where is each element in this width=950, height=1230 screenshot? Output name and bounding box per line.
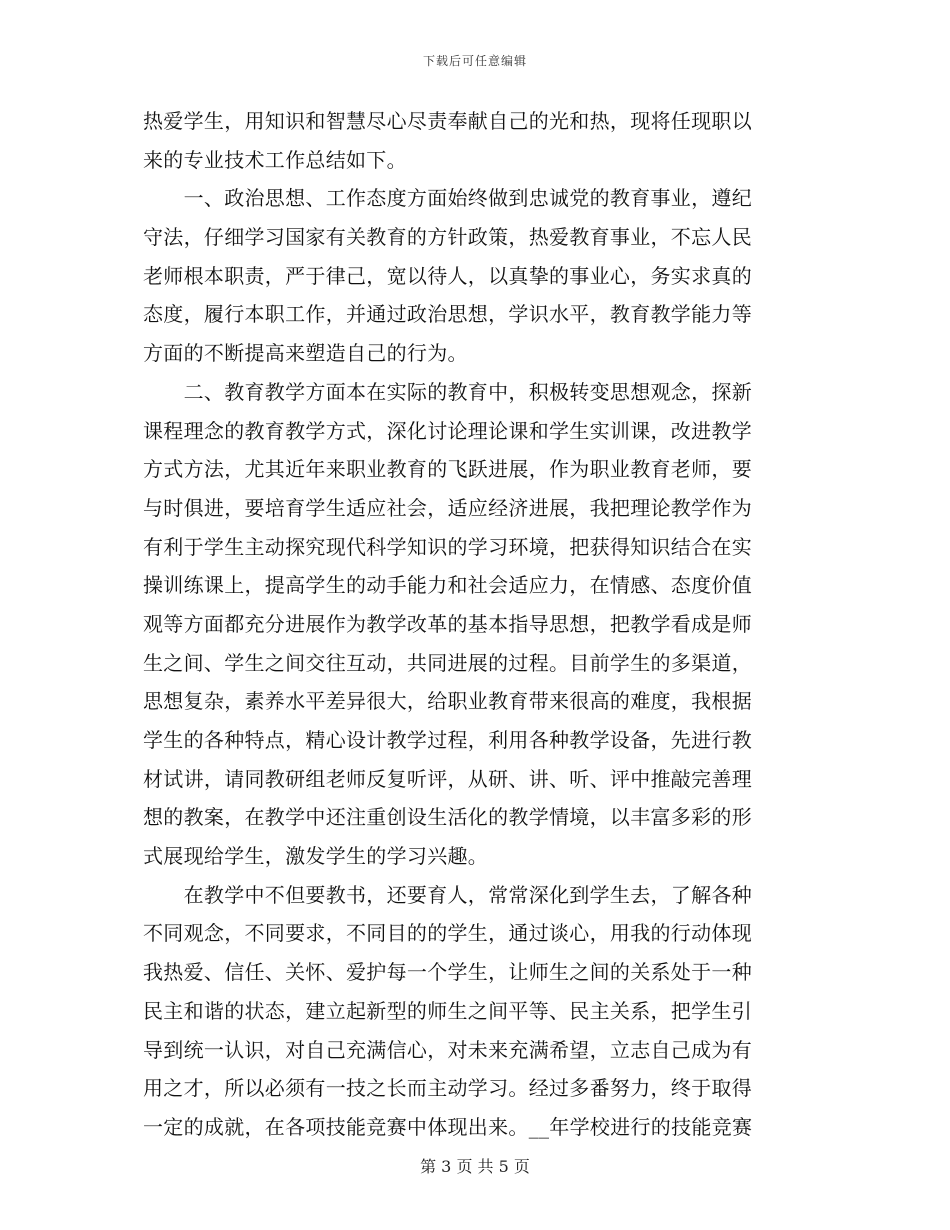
text-line: 方面的不断提高来塑造自己的行为。 xyxy=(143,341,468,366)
text-line: 思想复杂，素养水平差异很大，给职业教育带来很高的难度，我根据 xyxy=(143,689,752,714)
text-line: 课程理念的教育教学方式，深化讨论理论课和学生实训课，改进教学 xyxy=(143,418,752,443)
text-line: 不同观念，不同要求，不同目的的学生，通过谈心，用我的行动体现 xyxy=(143,921,752,946)
text-line: 观等方面都充分进展作为教学改革的基本指导思想，把教学看成是师 xyxy=(143,611,752,636)
text-line: 守法，仔细学习国家有关教育的方针政策，热爱教育事业，不忘人民 xyxy=(143,225,752,250)
text-line: 来的专业技术工作总结如下。 xyxy=(143,147,407,172)
text-line: 与时俱进，要培育学生适应社会，适应经济进展，我把理论教学作为 xyxy=(143,495,752,520)
text-line: 一、政治思想、工作态度方面始终做到忠诚党的教育事业，遵纪 xyxy=(143,186,752,211)
text-line: 一定的成就，在各项技能竞赛中体现出来。__年学校进行的技能竞赛 xyxy=(143,1114,753,1139)
text-line: 民主和谐的状态，建立起新型的师生之间平等、民主关系，把学生引 xyxy=(143,998,752,1023)
document-body xyxy=(143,102,798,1147)
page-header: 下载后可任意编辑 xyxy=(422,54,527,68)
text-line: 想的教案，在教学中还注重创设生活化的教学情境，以丰富多彩的形 xyxy=(143,805,752,830)
text-line: 学生的各种特点，精心设计教学过程，利用各种教学设备，先进行教 xyxy=(143,728,752,752)
text-line: 式展现给学生，激发学生的学习兴趣。 xyxy=(143,844,489,869)
text-line: 老师根本职责，严于律己，宽以待人，以真挚的事业心，务实求真的 xyxy=(143,263,752,288)
text-line: 有利于学生主动探究现代科学知识的学习环境，把获得知识结合在实 xyxy=(143,534,752,559)
text-line: 方式方法，尤其近年来职业教育的飞跃进展，作为职业教育老师，要 xyxy=(143,457,752,482)
page-footer: 第 3 页 共 5 页 xyxy=(420,1157,530,1176)
text-line: 二、教育教学方面本在实际的教育中，积极转变思想观念，探新 xyxy=(143,379,752,404)
text-line: 在教学中不但要教书，还要育人，常常深化到学生去，了解各种 xyxy=(143,882,752,907)
text-line: 材试讲，请同教研组老师反复听评，从研、讲、听、评中推敲完善理 xyxy=(143,766,752,791)
text-line: 操训练课上，提高学生的动手能力和社会适应力，在情感、态度价值 xyxy=(143,573,752,598)
text-line: 我热爱、信任、关怀、爱护每一个学生，让师生之间的关系处于一种 xyxy=(143,960,752,985)
text-line: 生之间、学生之间交往互动，共同进展的过程。目前学生的多渠道， xyxy=(143,650,752,675)
text-line: 热爱学生，用知识和智慧尽心尽责奉献自己的光和热，现将任现职以 xyxy=(143,109,752,133)
text-line: 态度，履行本职工作，并通过政治思想，学识水平，教育教学能力等 xyxy=(143,302,752,327)
text-line: 用之才，所以必须有一技之长而主动学习。经过多番努力，终于取得 xyxy=(143,1076,752,1101)
text-line: 导到统一认识，对自己充满信心，对未来充满希望，立志自己成为有 xyxy=(143,1037,752,1062)
